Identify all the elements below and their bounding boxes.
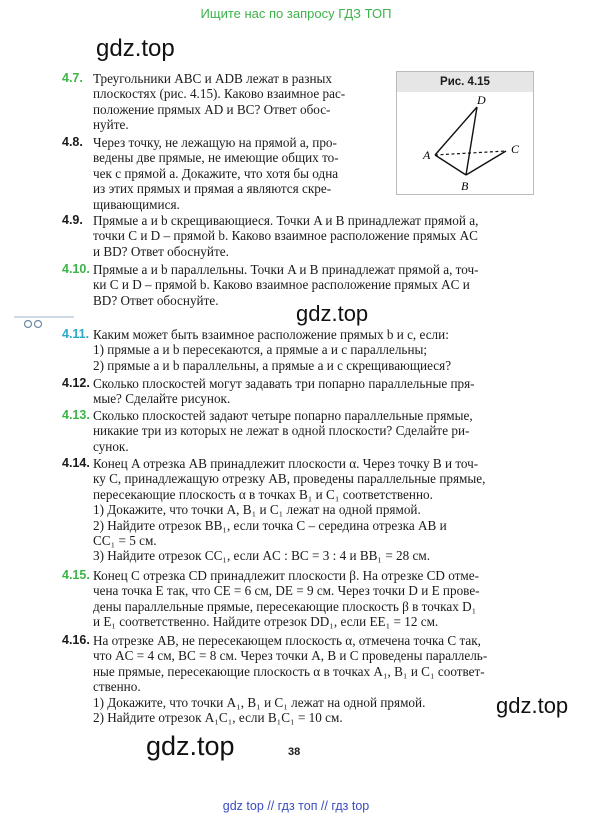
problem-line: щивающимися. xyxy=(93,196,180,212)
problem-line: мые? Сделайте рисунок. xyxy=(93,391,231,407)
problem-line: 2) прямые a и b параллельны, а прямые a и c скрещивающиеся? xyxy=(93,357,452,373)
watermark: gdz.top xyxy=(146,731,235,761)
problem-line: 1) Докажите, что точки A, B₁ и C₁ лежат на одной прямой. xyxy=(93,502,421,518)
problem-line: ные прямые, пересекающие плоскость α в точках A₁, B₁ и C₁ соответ- xyxy=(93,663,485,679)
problem-number: 4.7. xyxy=(62,71,83,85)
problem-number: 4.13. xyxy=(62,408,90,422)
promo-banner: Ищите нас по запросу ГДЗ ТОП xyxy=(200,6,392,21)
label-c: C xyxy=(511,142,520,156)
watermark: gdz.top xyxy=(96,35,175,62)
segment-cb xyxy=(466,151,506,175)
problem-line: ку C, принадлежащую отрезку AB, проведены параллельные прямые, xyxy=(93,471,486,487)
problem-number: 4.16. xyxy=(62,633,90,647)
problem-line: и BD? Ответ обоснуйте. xyxy=(93,243,229,259)
problem-line: никакие три из которых не лежат в одной плоскости? Сделайте ри- xyxy=(93,423,470,439)
problem-number: 4.10. xyxy=(62,262,90,276)
problem-line: ственно. xyxy=(93,679,141,695)
watermark: gdz.top xyxy=(296,301,369,326)
problem-number: 4.11. xyxy=(62,327,90,341)
label-d: D xyxy=(477,93,486,107)
label-b: B xyxy=(461,179,469,193)
problem-line: Прямые a и b параллельны. Точки A и B принадлежат прямой a, точ- xyxy=(93,262,479,277)
problem-line: что AC = 4 см, BC = 8 см. Через точки A, B и C проведены параллель- xyxy=(93,648,488,664)
problem-line: Конец C отрезка CD принадлежит плоскости β. На отрезке CD отме- xyxy=(93,568,480,583)
problem-number: 4.9. xyxy=(62,213,83,227)
problem-line: На отрезке AB, не пересекающем плоскость α, отмечена точка C так, xyxy=(93,633,481,648)
problem-line: и E₁ соответственно. Найдите отрезок DD₁, если EE₁ = 12 см. xyxy=(93,614,439,630)
label-a: A xyxy=(423,148,431,162)
problem-line: плоскостях (рис. 4.15). Каково взаимное рас- xyxy=(93,86,346,102)
problem-line: BD? Ответ обоснуйте. xyxy=(93,292,219,308)
problem-line: Треугольники ABC и ADB лежат в разных xyxy=(93,71,332,86)
problem-line: ки C и D – прямой b. Каково взаимное расположение прямых AC и xyxy=(93,277,470,293)
problem-line: точки C и D – прямой b. Каково взаимное расположение прямых AC xyxy=(93,228,478,244)
problem-line: Через точку, не лежащую на прямой a, про- xyxy=(93,135,337,150)
figure-diagram xyxy=(397,92,533,194)
figure-4-15 xyxy=(396,71,534,195)
problem-line: Конец A отрезка AB принадлежит плоскости α. Через точку B и точ- xyxy=(93,456,479,471)
problem-line: чек с прямой a. Докажите, что хотя бы одна xyxy=(93,165,339,181)
problem-line: положение прямых AD и BC? Ответ обос- xyxy=(93,101,331,117)
problem-line: чена точка E так, что CE = 6 см, DE = 9 см. Через точки D и E прове- xyxy=(93,583,480,599)
problem-line: нуйте. xyxy=(93,117,129,133)
figure-title: Рис. 4.15 xyxy=(397,72,533,92)
problem-line: дены параллельные прямые, пересекающие плоскость β в точках D₁ xyxy=(93,598,477,614)
problem-line: CC₁ = 5 см. xyxy=(93,532,157,548)
problem-number: 4.14. xyxy=(62,456,90,470)
watermark: gdz.top xyxy=(496,693,569,718)
problem-number: 4.15. xyxy=(62,568,90,582)
footer-links[interactable]: gdz top // гдз топ // гдз top xyxy=(222,799,370,813)
problem-line: Прямые a и b скрещивающиеся. Точки A и B принадлежат прямой a, xyxy=(93,213,479,228)
problem-line: из этих прямых и прямая a являются скре- xyxy=(93,181,332,197)
segment-ac xyxy=(435,151,506,155)
problem-line: сунок. xyxy=(93,438,129,454)
problem-line: Сколько плоскостей могут задавать три попарно параллельные пря- xyxy=(93,376,475,391)
segment-ab xyxy=(435,155,466,175)
problem-line: пересекающие плоскость α в точках B₁ и C₁ соответственно. xyxy=(93,486,433,502)
problem-line: 1) Докажите, что точки A₁, B₁ и C₁ лежат на одной прямой. xyxy=(93,694,426,710)
problem-line: Сколько плоскостей задают четыре попарно параллельные прямые, xyxy=(93,408,473,423)
problem-line: 3) Найдите отрезок CC₁, если AC : BC = 3 : 4 и BB₁ = 28 см. xyxy=(93,548,431,564)
problem-line: 2) Найдите отрезок A₁C₁, если B₁C₁ = 10 см. xyxy=(93,709,343,725)
page-number: 38 xyxy=(288,746,301,758)
problem-number: 4.12. xyxy=(62,376,90,390)
problem-number: 4.8. xyxy=(62,135,83,149)
problem-line: 1) прямые a и b пересекаются, а прямые a и c параллельны; xyxy=(93,342,428,358)
problem-line: ведены две прямые, не имеющие общих то- xyxy=(93,150,339,166)
problem-line: 2) Найдите отрезок BB₁, если точка C – середина отрезка AB и xyxy=(93,517,447,533)
problem-line: Каким может быть взаимное расположение прямых b и c, если: xyxy=(93,327,449,342)
